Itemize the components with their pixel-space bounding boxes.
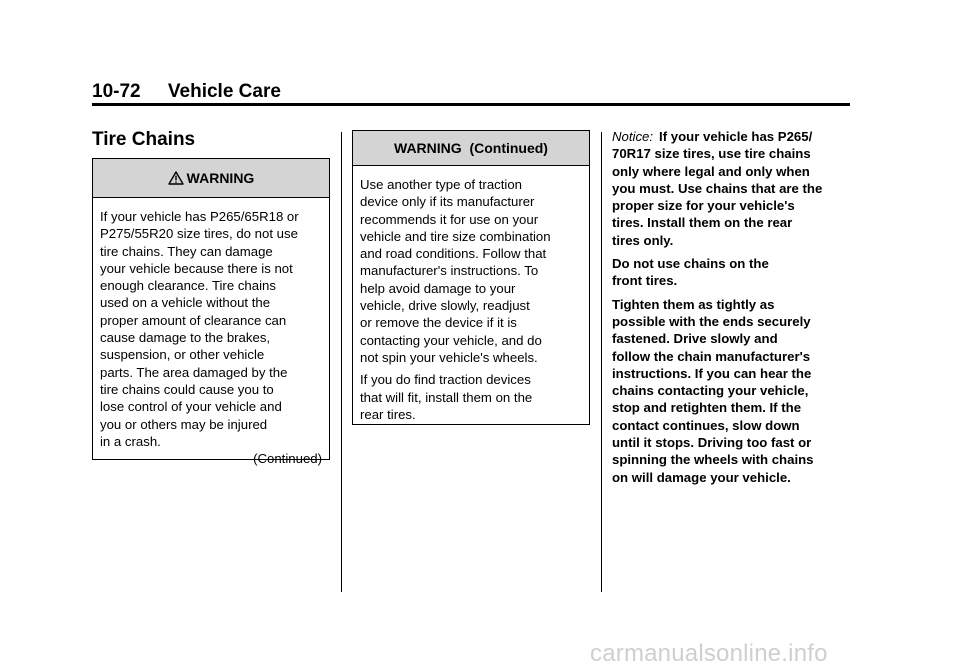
warning-body bbox=[353, 166, 589, 423]
text-line: suspension, or other vehicle bbox=[100, 347, 265, 363]
text-line: enough clearance. Tire chains bbox=[100, 278, 276, 294]
text-line: contacting your vehicle, and do bbox=[360, 332, 542, 348]
text-line: tire chains could cause you to bbox=[100, 381, 274, 397]
text-line: tires only. bbox=[612, 232, 674, 248]
text-line: front tires. bbox=[612, 273, 678, 289]
notice-paragraph bbox=[612, 128, 862, 249]
text-line: you must. Use chains that are the bbox=[612, 180, 823, 196]
notice-text: If your vehicle has P265/ bbox=[659, 129, 813, 144]
warning-body bbox=[93, 198, 329, 467]
text-line: not spin your vehicle's wheels. bbox=[360, 349, 538, 365]
text-line: recommends it for use on your bbox=[360, 211, 539, 227]
text-line: fastened. Drive slowly and bbox=[612, 331, 778, 347]
text-line: proper amount of clearance can bbox=[100, 312, 287, 328]
text-line: until it stops. Driving too fast or bbox=[612, 435, 812, 451]
text-line: vehicle and tire size combination bbox=[360, 228, 551, 244]
notice-paragraph bbox=[612, 296, 862, 486]
warning-box bbox=[92, 158, 330, 467]
text-line: manufacturer's instructions. To bbox=[360, 263, 539, 279]
text-line: follow the chain manufacturer's bbox=[612, 348, 811, 364]
page-header bbox=[92, 80, 281, 104]
text-line: spinning the wheels with chains bbox=[612, 452, 814, 468]
text-line: P275/55R20 size tires, do not use bbox=[100, 226, 298, 242]
warning-text bbox=[100, 208, 322, 450]
text-line: contact continues, slow down bbox=[612, 417, 800, 433]
text-line: instructions. If you can hear the bbox=[612, 365, 812, 381]
text-line: help avoid damage to your bbox=[360, 280, 516, 296]
text-line: Do not use chains on the bbox=[612, 256, 769, 272]
header-rule bbox=[92, 103, 850, 106]
text-line: that will fit, install them on the bbox=[360, 389, 533, 405]
chapter-title: Vehicle Care bbox=[167, 81, 281, 102]
text-line: chains contacting your vehicle, bbox=[612, 383, 809, 399]
text-line: used on a vehicle without the bbox=[100, 295, 271, 311]
text-line: tire chains. They can damage bbox=[100, 243, 273, 259]
continued-note: (Continued) bbox=[253, 451, 322, 467]
notice-paragraph bbox=[612, 255, 862, 290]
text-line: cause damage to the brakes, bbox=[100, 330, 271, 346]
text-line: proper size for your vehicle's bbox=[612, 198, 795, 214]
warning-box-continued bbox=[352, 130, 590, 425]
watermark: carmanualsonline.info bbox=[590, 640, 828, 667]
text-line bbox=[612, 128, 862, 145]
text-line: you or others may be injured bbox=[100, 416, 268, 432]
text-line: device only if its manufacturer bbox=[360, 194, 535, 210]
text-line: or remove the device if it is bbox=[360, 315, 517, 331]
column-divider-right bbox=[601, 132, 602, 592]
text-line: If your vehicle has P265/65R18 or bbox=[100, 209, 299, 224]
text-line: lose control of your vehicle and bbox=[100, 399, 282, 415]
text-line: possible with the ends securely bbox=[612, 313, 811, 329]
warning-header bbox=[353, 131, 589, 166]
section-title: Tire Chains bbox=[92, 129, 196, 150]
warning-triangle-icon bbox=[168, 171, 184, 185]
text-line: 70R17 size tires, use tire chains bbox=[612, 146, 811, 162]
text-line: If you do find traction devices bbox=[360, 372, 531, 388]
text-line: Use another type of traction bbox=[360, 177, 523, 192]
text-line: tires. Install them on the rear bbox=[612, 215, 793, 231]
text-line: vehicle, drive slowly, readjust bbox=[360, 298, 530, 314]
warning-title: WARNING bbox=[186, 170, 255, 186]
text-line: Tighten them as tightly as bbox=[612, 296, 775, 312]
notice-label: Notice: bbox=[612, 129, 654, 144]
text-line: in a crash. bbox=[100, 433, 161, 449]
page-number: 10-72 bbox=[92, 81, 141, 102]
text-line: and road conditions. Follow that bbox=[360, 246, 547, 262]
text-line: your vehicle because there is not bbox=[100, 260, 293, 276]
warning-paragraph bbox=[360, 371, 582, 423]
text-line: stop and retighten them. If the bbox=[612, 400, 802, 416]
text-line: only where legal and only when bbox=[612, 163, 810, 179]
warning-paragraph bbox=[360, 176, 582, 366]
warning-header bbox=[93, 159, 329, 198]
warning-title: WARNING (Continued) bbox=[394, 140, 548, 156]
text-line: parts. The area damaged by the bbox=[100, 364, 288, 380]
column-divider-left bbox=[341, 132, 342, 592]
text-line: on will damage your vehicle. bbox=[612, 469, 791, 485]
text-line: rear tires. bbox=[360, 406, 416, 422]
notice-section bbox=[612, 128, 862, 486]
